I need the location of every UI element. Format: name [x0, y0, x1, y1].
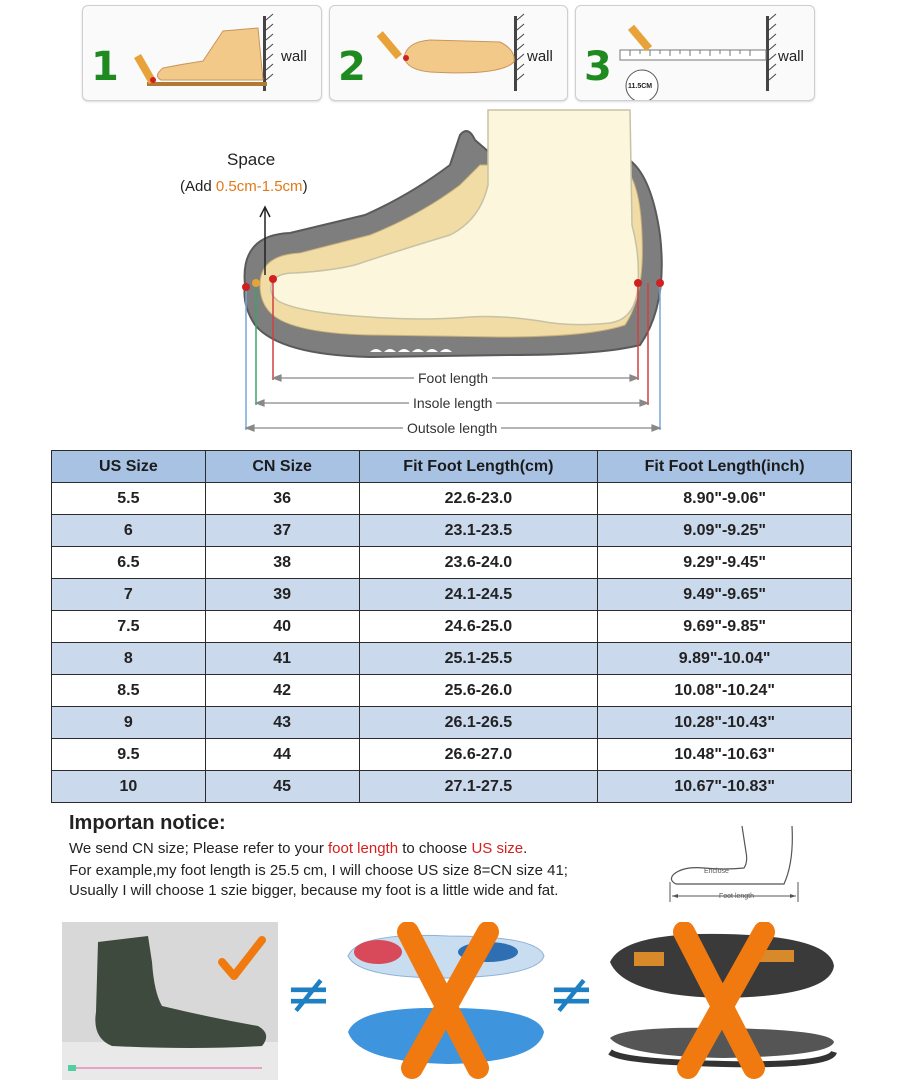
- size-chart-table: [51, 450, 852, 803]
- notice-title: Importan notice:: [69, 812, 226, 834]
- header-foot-length-inch: Fit Foot Length(inch): [598, 451, 852, 483]
- foot-length-label: Foot length: [414, 370, 492, 386]
- insole-length-label: Insole length: [409, 395, 496, 411]
- us-size-cell: 7: [52, 579, 206, 611]
- outsole-photo: [604, 922, 840, 1080]
- us-size-cell: 5.5: [52, 483, 206, 515]
- notice-line-3: Usually I will choose 1 szie bigger, because my foot is a little wide and fat.: [69, 882, 559, 899]
- inch-length-cell: 10.08"-10.24": [598, 675, 852, 707]
- table-row: [52, 515, 852, 547]
- table-row: [52, 611, 852, 643]
- cm-length-cell: 22.6-23.0: [359, 483, 598, 515]
- table-row: [52, 675, 852, 707]
- cn-size-cell: 37: [205, 515, 359, 547]
- inch-length-cell: 9.09"-9.25": [598, 515, 852, 547]
- us-size-cell: 8.5: [52, 675, 206, 707]
- us-size-cell: 8: [52, 643, 206, 675]
- sketch-foot-length-label: Foot length: [719, 893, 755, 900]
- cm-length-cell: 25.6-26.0: [359, 675, 598, 707]
- ruler-reading: 11.5CM: [628, 83, 653, 90]
- cn-size-cell: 36: [205, 483, 359, 515]
- step-1-panel: [82, 5, 322, 101]
- cm-length-cell: 25.1-25.5: [359, 643, 598, 675]
- us-size-highlight: US size: [471, 840, 524, 857]
- foot-length-highlight: foot length: [328, 840, 399, 857]
- table-row: [52, 643, 852, 675]
- sketch-enclose-label: Enclose: [704, 868, 729, 875]
- table-row: [52, 547, 852, 579]
- space-title: Space: [227, 150, 276, 169]
- cm-length-cell: 23.1-23.5: [359, 515, 598, 547]
- us-size-cell: 9.5: [52, 739, 206, 771]
- not-equal-icon-2: ≠: [548, 962, 595, 1027]
- us-size-cell: 7.5: [52, 611, 206, 643]
- header-foot-length-cm: Fit Foot Length(cm): [359, 451, 598, 483]
- table-header-row: [52, 451, 852, 483]
- space-allowance: 0.5cm-1.5cm: [215, 178, 303, 195]
- notice-line-2: For example,my foot length is 25.5 cm, I will choose US size 8=CN size 41;: [69, 862, 568, 879]
- table-row: [52, 771, 852, 803]
- step-3-wall-label: wall: [778, 48, 804, 65]
- cn-size-cell: 40: [205, 611, 359, 643]
- cn-size-cell: 41: [205, 643, 359, 675]
- step-2-number: 2: [338, 44, 366, 90]
- cm-length-cell: 26.1-26.5: [359, 707, 598, 739]
- cn-size-cell: 43: [205, 707, 359, 739]
- cm-length-cell: 24.1-24.5: [359, 579, 598, 611]
- inch-length-cell: 9.29"-9.45": [598, 547, 852, 579]
- table-row: [52, 483, 852, 515]
- cn-size-cell: 39: [205, 579, 359, 611]
- notice-line-1: We send CN size; Please refer to your foot length to choose US size.: [69, 840, 528, 857]
- outsole-length-label: Outsole length: [403, 420, 501, 436]
- space-subtitle: (Add 0.5cm-1.5cm): [180, 178, 308, 195]
- inch-length-cell: 9.69"-9.85": [598, 611, 852, 643]
- step-2-wall-label: wall: [527, 48, 553, 65]
- cn-size-cell: 44: [205, 739, 359, 771]
- ruler: [620, 50, 766, 60]
- inch-length-cell: 10.67"-10.83": [598, 771, 852, 803]
- step-3-number: 3: [584, 44, 612, 90]
- inch-length-cell: 9.49"-9.65": [598, 579, 852, 611]
- cn-size-cell: 38: [205, 547, 359, 579]
- insole-photo: [338, 922, 552, 1080]
- header-us-size: US Size: [52, 451, 206, 483]
- step-1-wall-label: wall: [281, 48, 307, 65]
- us-size-cell: 6: [52, 515, 206, 547]
- table-row: [52, 739, 852, 771]
- us-size-cell: 6.5: [52, 547, 206, 579]
- table-row: [52, 707, 852, 739]
- cn-size-cell: 45: [205, 771, 359, 803]
- cn-size-cell: 42: [205, 675, 359, 707]
- cm-length-cell: 24.6-25.0: [359, 611, 598, 643]
- us-size-cell: 10: [52, 771, 206, 803]
- inch-length-cell: 10.48"-10.63": [598, 739, 852, 771]
- cm-length-cell: 23.6-24.0: [359, 547, 598, 579]
- table-row: [52, 579, 852, 611]
- inch-length-cell: 8.90"-9.06": [598, 483, 852, 515]
- step-3-panel: [575, 5, 815, 101]
- inch-length-cell: 9.89"-10.04": [598, 643, 852, 675]
- step-1-number: 1: [91, 44, 119, 90]
- cm-length-cell: 27.1-27.5: [359, 771, 598, 803]
- cm-length-cell: 26.6-27.0: [359, 739, 598, 771]
- us-size-cell: 9: [52, 707, 206, 739]
- foot-mannequin-photo: [62, 922, 278, 1080]
- header-cn-size: CN Size: [205, 451, 359, 483]
- not-equal-icon: ≠: [285, 962, 332, 1027]
- inch-length-cell: 10.28"-10.43": [598, 707, 852, 739]
- step-2-panel: [329, 5, 568, 101]
